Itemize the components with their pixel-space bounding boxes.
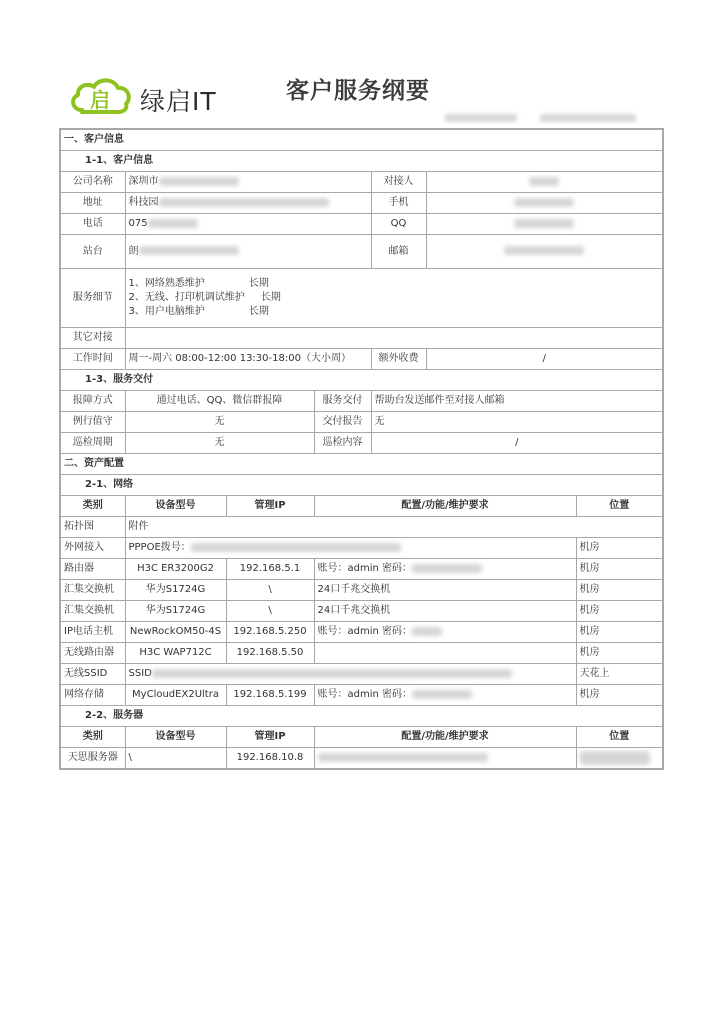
row-config: 账号：admin 密码： — [314, 622, 576, 643]
list-item: 1、网络熟悉维护 长期 — [128, 278, 269, 289]
row-location: 机房 — [576, 685, 663, 706]
table-row — [60, 559, 663, 580]
table-row — [60, 601, 663, 622]
row-model: H3C WAP712C — [125, 643, 226, 664]
inspect-content-label: 巡检内容 — [314, 433, 371, 454]
row-type: 外网接入 — [60, 538, 125, 559]
col-config: 配置/功能/维护要求 — [314, 727, 576, 748]
row-type: IP电话主机 — [60, 622, 125, 643]
row-location: 机房 — [576, 559, 663, 580]
row-config — [314, 748, 576, 770]
redacted-meta — [445, 114, 517, 122]
mobile-value — [426, 193, 663, 214]
phone-value: 075 — [125, 214, 371, 235]
col-location: 位置 — [576, 496, 663, 517]
document-header — [0, 0, 724, 128]
site-label: 站台 — [60, 235, 125, 269]
server-header-row — [60, 727, 663, 748]
inspect-content-value: / — [371, 433, 663, 454]
routine-label: 例行值守 — [60, 412, 125, 433]
qq-label: QQ — [371, 214, 426, 235]
row-type: 无线SSID — [60, 664, 125, 685]
table-row — [60, 412, 663, 433]
table-row — [60, 193, 663, 214]
network-header-row — [60, 496, 663, 517]
inspect-cycle-value: 无 — [125, 433, 314, 454]
col-type: 类别 — [60, 727, 125, 748]
col-ip: 管理IP — [226, 727, 314, 748]
service-detail-label: 服务细节 — [60, 269, 125, 328]
row-model: 华为S1724G — [125, 601, 226, 622]
delivery-report-value: 无 — [371, 412, 663, 433]
table-row — [60, 235, 663, 269]
table-row — [60, 391, 663, 412]
row-model: SSID — [125, 664, 576, 685]
row-ip: 192.168.5.199 — [226, 685, 314, 706]
row-type: 路由器 — [60, 559, 125, 580]
row-location: 机房 — [576, 601, 663, 622]
contact-label: 对接人 — [371, 172, 426, 193]
row-ip: 192.168.5.1 — [226, 559, 314, 580]
service-outline-table — [59, 128, 664, 770]
row-ip: 192.168.10.8 — [226, 748, 314, 770]
row-config: 24口千兆交换机 — [314, 580, 576, 601]
row-location: 机房 — [576, 580, 663, 601]
subsection-network: 2-1、网络 — [60, 475, 663, 496]
row-location: 机房 — [576, 622, 663, 643]
service-delivery-label: 服务交付 — [314, 391, 371, 412]
row-config — [314, 643, 576, 664]
table-row — [60, 622, 663, 643]
row-config: 24口千兆交换机 — [314, 601, 576, 622]
company-label: 公司名称 — [60, 172, 125, 193]
table-row — [60, 172, 663, 193]
inspect-cycle-label: 巡检周期 — [60, 433, 125, 454]
service-detail-list — [125, 269, 663, 328]
work-hours-label: 工作时间 — [60, 349, 125, 370]
svg-text:启: 启 — [90, 88, 110, 112]
row-ip: 192.168.5.250 — [226, 622, 314, 643]
row-location — [576, 748, 663, 770]
row-type: 网络存储 — [60, 685, 125, 706]
work-hours-value: 周一-周六 08:00-12:00 13:30-18:00（大小周） — [125, 349, 371, 370]
col-model: 设备型号 — [125, 727, 226, 748]
table-row — [60, 269, 663, 328]
row-ip: 192.168.5.50 — [226, 643, 314, 664]
row-location: 机房 — [576, 538, 663, 559]
section-customer-info: 一、客户信息 — [60, 129, 663, 151]
table-row — [60, 685, 663, 706]
routine-value: 无 — [125, 412, 314, 433]
row-type: 无线路由器 — [60, 643, 125, 664]
redacted-meta — [540, 114, 636, 122]
delivery-report-label: 交付报告 — [314, 412, 371, 433]
other-contact-label: 其它对接 — [60, 328, 125, 349]
report-method-label: 报障方式 — [60, 391, 125, 412]
row-model: NewRockOM50-4S — [125, 622, 226, 643]
col-model: 设备型号 — [125, 496, 226, 517]
list-item: 2、无线、打印机调试维护 长期 — [128, 292, 281, 303]
contact-value — [426, 172, 663, 193]
table-row — [60, 664, 663, 685]
company-value: 深圳市 — [125, 172, 371, 193]
row-model: \ — [125, 748, 226, 770]
table-row — [60, 643, 663, 664]
list-item: 3、用户电脑维护 长期 — [128, 306, 269, 317]
mobile-label: 手机 — [371, 193, 426, 214]
row-config: 账号：admin 密码： — [314, 685, 576, 706]
row-location: 天花上 — [576, 664, 663, 685]
table-row — [60, 328, 663, 349]
col-location: 位置 — [576, 727, 663, 748]
row-ip: \ — [226, 601, 314, 622]
qq-value — [426, 214, 663, 235]
phone-label: 电话 — [60, 214, 125, 235]
subsection-servers: 2-2、服务器 — [60, 706, 663, 727]
row-model: MyCloudEX2Ultra — [125, 685, 226, 706]
other-contact-value — [125, 328, 663, 349]
row-model: H3C ER3200G2 — [125, 559, 226, 580]
report-method-value: 通过电话、QQ、微信群报障 — [125, 391, 314, 412]
document-title: 客户服务纲要 — [286, 78, 430, 104]
service-delivery-value: 帮助台发送邮件至对接人邮箱 — [371, 391, 663, 412]
table-row — [60, 517, 663, 538]
extra-fee-label: 额外收费 — [371, 349, 426, 370]
row-ip: \ — [226, 580, 314, 601]
extra-fee-value: / — [426, 349, 663, 370]
subsection-service-delivery: 1-3、服务交付 — [60, 370, 663, 391]
row-location: 机房 — [576, 643, 663, 664]
table-row — [60, 538, 663, 559]
address-label: 地址 — [60, 193, 125, 214]
email-value — [426, 235, 663, 269]
subsection-customer-info: 1-1、客户信息 — [60, 151, 663, 172]
section-asset-config: 二、资产配置 — [60, 454, 663, 475]
col-type: 类别 — [60, 496, 125, 517]
row-model: PPPOE拨号： — [125, 538, 576, 559]
row-model: 华为S1724G — [125, 580, 226, 601]
table-row — [60, 349, 663, 370]
table-row — [60, 748, 663, 770]
table-row — [60, 214, 663, 235]
site-value: 朗 — [125, 235, 371, 269]
col-config: 配置/功能/维护要求 — [314, 496, 576, 517]
brand-name: 绿启IT — [140, 87, 217, 116]
address-value: 科技园 — [125, 193, 371, 214]
row-config: 账号：admin 密码： — [314, 559, 576, 580]
email-label: 邮箱 — [371, 235, 426, 269]
row-type: 天思服务器 — [60, 748, 125, 770]
row-type: 汇集交换机 — [60, 580, 125, 601]
topology-value: 附件 — [125, 517, 663, 538]
col-ip: 管理IP — [226, 496, 314, 517]
table-row — [60, 433, 663, 454]
topology-label: 拓扑图 — [60, 517, 125, 538]
table-row — [60, 580, 663, 601]
row-type: 汇集交换机 — [60, 601, 125, 622]
